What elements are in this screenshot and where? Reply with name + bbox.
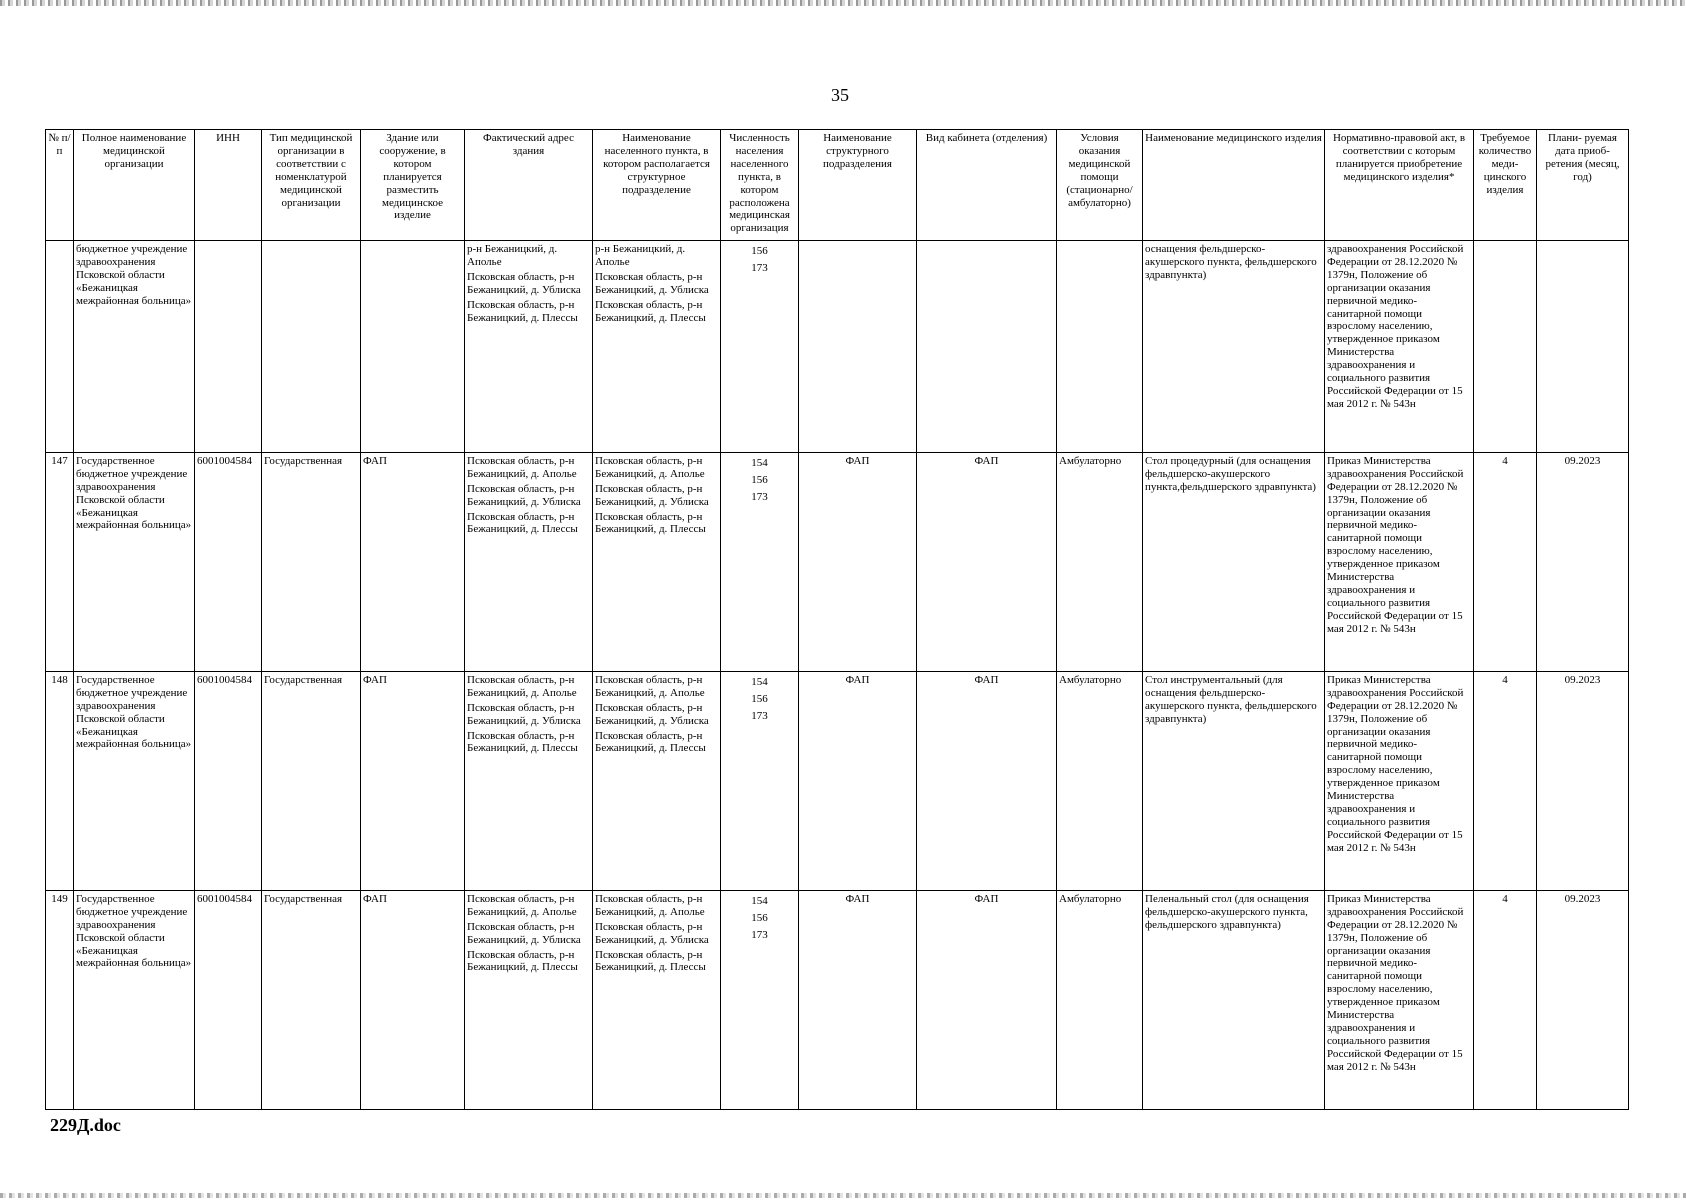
header-settlement: Наименование населенного пункта, в котором располагается структурное подразделение <box>593 130 721 241</box>
cell-building: ФАП <box>361 890 465 1109</box>
cell-conditions: Амбулаторно <box>1057 671 1143 890</box>
cell-dept: ФАП <box>799 671 917 890</box>
cell-device: оснащения фельдшерско-акушерского пункта, фельдшерского здравпункта) <box>1143 241 1325 453</box>
cell-room: ФАП <box>917 452 1057 671</box>
cell-building <box>361 241 465 453</box>
address-line: Псковская область, р-н Бежаницкий, д. Аполье <box>467 673 577 699</box>
cell-population <box>721 890 799 1109</box>
cell-room: ФАП <box>917 671 1057 890</box>
header-address: Фактический адрес здания <box>465 130 593 241</box>
cell-device: Стол процедурный (для оснащения фельдшерско-акушерского пункта,фельдшерского здравпункта) <box>1143 452 1325 671</box>
address-line: Псковская область, р-н Бежаницкий, д. Плессы <box>467 729 578 755</box>
cell-qty: 4 <box>1474 452 1537 671</box>
cell-org: Государственное бюджетное учреждение здравоохранения Псковской области «Бежаницкая межрайонная больница» <box>74 671 195 890</box>
cell-building: ФАП <box>361 671 465 890</box>
cell-act: Приказ Министерства здравоохранения Российской Федерации от 28.12.2020 № 1379н, Положение об организации оказания первичной медико-санитарной помощи взрослому населению, утвержденное приказом Министерства здравоохранения и социального развития Российской Федерации от 15 мая 2012 г. № 543н <box>1325 671 1474 890</box>
cell-org: бюджетное учреждение здравоохранения Псковской области «Бежаницкая межрайонная больница» <box>74 241 195 453</box>
address-line: Псковская область, р-н Бежаницкий, д. Плессы <box>467 510 578 536</box>
cell-conditions: Амбулаторно <box>1057 890 1143 1109</box>
cell-org: Государственное бюджетное учреждение здравоохранения Псковской области «Бежаницкая межрайонная больница» <box>74 452 195 671</box>
cell-device: Пеленальный стол (для оснащения фельдшерско-акушерского пункта, фельдшерского здравпункта) <box>1143 890 1325 1109</box>
address-line: Псковская область, р-н Бежаницкий, д. Ублиска <box>467 701 581 727</box>
cell-dept: ФАП <box>799 890 917 1109</box>
cell-settlement <box>593 452 721 671</box>
cell-num <box>46 241 74 453</box>
settlement-line: Псковская область, р-н Бежаницкий, д. Аполье <box>595 454 705 480</box>
cell-inn <box>195 241 262 453</box>
address-line: Псковская область, р-н Бежаницкий, д. Плессы <box>467 948 578 974</box>
population-value: 156 <box>751 245 768 257</box>
address-line: Псковская область, р-н Бежаницкий, д. Аполье <box>467 454 577 480</box>
cell-device: Стол инструментальный (для оснащения фельдшерско-акушерского пункта, фельдшерского здравпункта) <box>1143 671 1325 890</box>
table-row-continuation <box>46 241 1629 453</box>
cell-act: здравоохранения Российской Федерации от 28.12.2020 № 1379н, Положение об организации оказания первичной медико-санитарной помощи взрослому населению, утвержденное приказом Министерства здравоохранения и социального развития Российской Федерации от 15 мая 2012 г. № 543н <box>1325 241 1474 453</box>
header-device: Наименование медицинского изделия <box>1143 130 1325 241</box>
address-line: Псковская область, р-н Бежаницкий, д. Ублиска <box>467 270 581 296</box>
cell-inn: 6001004584 <box>195 671 262 890</box>
header-conditions: Условия оказания медицинской помощи (стационарно/ амбулаторно) <box>1057 130 1143 241</box>
header-type: Тип медицинской организации в соответствии с номенклатурой медицинской организации <box>262 130 361 241</box>
page-number: 35 <box>831 85 849 105</box>
header-inn: ИНН <box>195 130 262 241</box>
population-value: 173 <box>751 262 768 274</box>
cell-conditions: Амбулаторно <box>1057 452 1143 671</box>
table-row <box>46 890 1629 1109</box>
settlement-line: Псковская область, р-н Бежаницкий, д. Ублиска <box>595 701 709 727</box>
cell-date <box>1537 241 1629 453</box>
population-value: 154 <box>751 456 768 469</box>
cell-settlement <box>593 890 721 1109</box>
cell-num: 147 <box>46 452 74 671</box>
settlement-line: Псковская область, р-н Бежаницкий, д. Плессы <box>595 298 706 324</box>
cell-inn: 6001004584 <box>195 890 262 1109</box>
cell-act: Приказ Министерства здравоохранения Российской Федерации от 28.12.2020 № 1379н, Положение об организации оказания первичной медико-санитарной помощи взрослому населению, утвержденное приказом Министерства здравоохранения и социального развития Российской Федерации от 15 мая 2012 г. № 543н <box>1325 890 1474 1109</box>
cell-address <box>465 671 593 890</box>
cell-qty <box>1474 241 1537 453</box>
settlement-line: Псковская область, р-н Бежаницкий, д. Ублиска <box>595 482 709 508</box>
header-room: Вид кабинета (отделения) <box>917 130 1057 241</box>
settlement-line: Псковская область, р-н Бежаницкий, д. Плессы <box>595 510 706 536</box>
table-header-row <box>46 130 1629 241</box>
cell-dept: ФАП <box>799 452 917 671</box>
cell-address <box>465 452 593 671</box>
settlement-line: Псковская область, р-н Бежаницкий, д. Плессы <box>595 729 706 755</box>
cell-act: Приказ Министерства здравоохранения Российской Федерации от 28.12.2020 № 1379н, Положение об организации оказания первичной медико-санитарной помощи взрослому населению, утвержденное приказом Министерства здравоохранения и социального развития Российской Федерации от 15 мая 2012 г. № 543н <box>1325 452 1474 671</box>
cell-population <box>721 452 799 671</box>
cell-address <box>465 890 593 1109</box>
header-num: № п/п <box>46 130 74 241</box>
address-line: Псковская область, р-н Бежаницкий, д. Ублиска <box>467 920 581 946</box>
table-row <box>46 671 1629 890</box>
population-value: 154 <box>751 675 768 688</box>
population-value: 173 <box>751 928 768 941</box>
population-value: 173 <box>751 490 768 503</box>
cell-dept <box>799 241 917 453</box>
settlement-line: Псковская область, р-н Бежаницкий, д. Плессы <box>595 948 706 974</box>
population-value: 156 <box>751 692 768 705</box>
header-act: Нормативно-правовой акт, в соответствии с которым планируется приобретение медицинского изделия* <box>1325 130 1474 241</box>
address-line: Псковская область, р-н Бежаницкий, д. Аполье <box>467 892 577 918</box>
cell-population <box>721 241 799 453</box>
settlement-line: Псковская область, р-н Бежаницкий, д. Аполье <box>595 673 705 699</box>
cell-type: Государственная <box>262 671 361 890</box>
scan-edge-bottom <box>0 1193 1686 1198</box>
address-line: Псковская область, р-н Бежаницкий, д. Плессы <box>467 298 578 324</box>
address-line: р-н Бежаницкий, д. Аполье <box>467 243 558 268</box>
cell-num: 148 <box>46 671 74 890</box>
cell-date: 09.2023 <box>1537 452 1629 671</box>
cell-settlement <box>593 241 721 453</box>
cell-address <box>465 241 593 453</box>
cell-settlement <box>593 671 721 890</box>
header-dept: Наименование структурного подразделения <box>799 130 917 241</box>
header-qty: Требуемое количество меди- цинского изделия <box>1474 130 1537 241</box>
cell-population <box>721 671 799 890</box>
settlement-line: р-н Бежаницкий, д. Аполье <box>595 243 686 268</box>
cell-conditions <box>1057 241 1143 453</box>
cell-type: Государственная <box>262 452 361 671</box>
cell-org: Государственное бюджетное учреждение здравоохранения Псковской области «Бежаницкая межрайонная больница» <box>74 890 195 1109</box>
settlement-line: Псковская область, р-н Бежаницкий, д. Аполье <box>595 892 705 918</box>
cell-date: 09.2023 <box>1537 671 1629 890</box>
cell-building: ФАП <box>361 452 465 671</box>
population-value: 156 <box>751 473 768 486</box>
cell-type: Государственная <box>262 890 361 1109</box>
cell-inn: 6001004584 <box>195 452 262 671</box>
cell-qty: 4 <box>1474 671 1537 890</box>
cell-num: 149 <box>46 890 74 1109</box>
cell-room: ФАП <box>917 890 1057 1109</box>
table-row <box>46 452 1629 671</box>
population-value: 156 <box>751 911 768 924</box>
scan-edge-top <box>0 0 1686 6</box>
header-org: Полное наименование медицинской организации <box>74 130 195 241</box>
header-date: Плани- руемая дата приоб- ретения (месяц, год) <box>1537 130 1629 241</box>
cell-type <box>262 241 361 453</box>
population-value: 173 <box>751 709 768 722</box>
settlement-line: Псковская область, р-н Бежаницкий, д. Ублиска <box>595 920 709 946</box>
cell-qty: 4 <box>1474 890 1537 1109</box>
cell-room <box>917 241 1057 453</box>
settlement-line: Псковская область, р-н Бежаницкий, д. Ублиска <box>595 270 709 296</box>
header-population: Численность населения населенного пункта, в котором расположена медицинская организация <box>721 130 799 241</box>
equipment-table <box>45 129 1629 1110</box>
document-filename: 229Д.doc <box>50 1115 121 1135</box>
population-value: 154 <box>751 894 768 907</box>
header-building: Здание или сооружение, в котором планируется разместить медицинское изделие <box>361 130 465 241</box>
cell-date: 09.2023 <box>1537 890 1629 1109</box>
address-line: Псковская область, р-н Бежаницкий, д. Ублиска <box>467 482 581 508</box>
